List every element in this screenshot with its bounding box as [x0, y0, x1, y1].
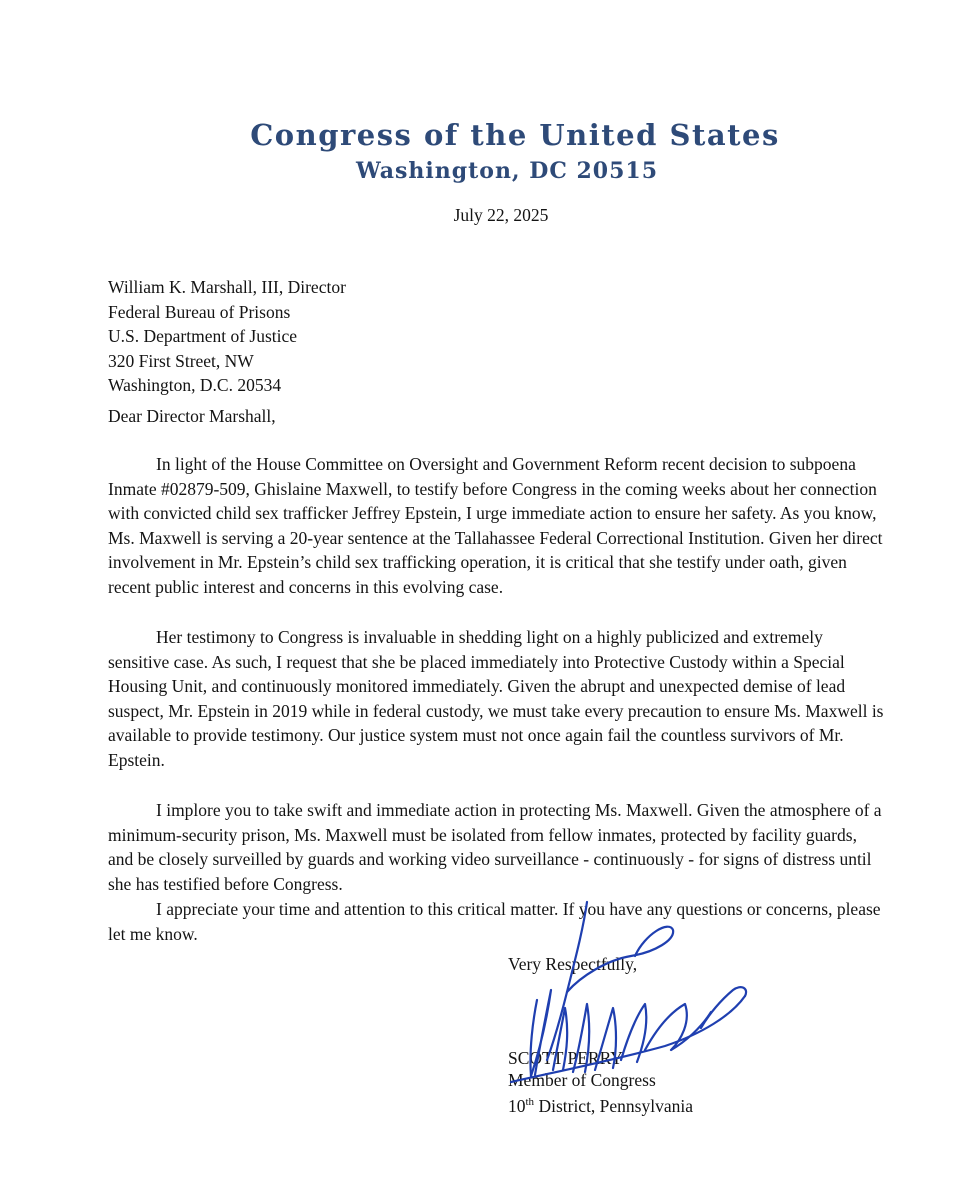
- district-ordinal-suffix: th: [525, 1096, 535, 1108]
- body-paragraph-3: I implore you to take swift and immediate action in protecting Ms. Maxwell. Given the atmosphere of a minimum-security prison, Ms. Maxwell must be isolated from fellow inmates, protected by facility guards, and be closely surveilled by guards and working video surveillance - continuously - for signs of distress until she has testified before Congress.: [108, 800, 882, 894]
- body-paragraph-2: Her testimony to Congress is invaluable in shedding light on a highly publicized and extremely sensitive case. As such, I request that she be placed immediately into Protective Custody within a Special Housing Unit, and continuously monitored immediately. Given the abrupt and unexpected demise of lead suspect, Mr. Epstein in 2019 while in federal custody, we must take every precaution to ensure Ms. Maxwell is available to provide testimony. Our justice system must not once again fail the countless survivors of Mr. Epstein.: [108, 627, 884, 770]
- letterhead-address: Washington, DC 20515: [355, 158, 659, 184]
- signer-district: [508, 1091, 693, 1117]
- recipient-city-line: Washington, D.C. 20534: [108, 375, 282, 396]
- recipient-street-line: 320 First Street, NW: [108, 350, 254, 371]
- body-paragraph-1: In light of the House Committee on Oversight and Government Reform recent decision to subpoena Inmate #02879-509, Ghislaine Maxwell, to testify before Congress in the coming weeks about her connection with convicted child sex trafficker Jeffrey Epstein, I urge immediate action to ensure her safety. As you know, Ms. Maxwell is serving a 20-year sentence at the Tallahassee Federal Correctional Institution. Given her direct involvement in Mr. Epstein’s child sex trafficking operation, it is critical that she testify under oath, given recent public interest and concerns in this evolving case.: [108, 454, 883, 597]
- signer-block: [508, 1047, 693, 1117]
- district-rest: District, Pennsylvania: [534, 1095, 693, 1116]
- recipient-address: [108, 275, 346, 398]
- recipient-name-line: William K. Marshall, III, Director: [108, 277, 346, 297]
- letterhead-title: Congress of the United States: [250, 118, 780, 152]
- district-ordinal: 10: [508, 1095, 526, 1116]
- letter-date: July 22, 2025: [453, 205, 549, 225]
- recipient-department-line: U.S. Department of Justice: [108, 326, 298, 347]
- body-paragraph-4: I appreciate your time and attention to this critical matter. If you have any questions or concerns, please let me know.: [108, 899, 881, 944]
- salutation: Dear Director Marshall,: [108, 406, 276, 426]
- recipient-agency-line: Federal Bureau of Prisons: [108, 301, 291, 322]
- closing-phrase: Very Respectfully,: [508, 954, 638, 974]
- signer-title: Member of Congress: [508, 1070, 656, 1090]
- signer-name: SCOTT PERRY: [508, 1048, 623, 1068]
